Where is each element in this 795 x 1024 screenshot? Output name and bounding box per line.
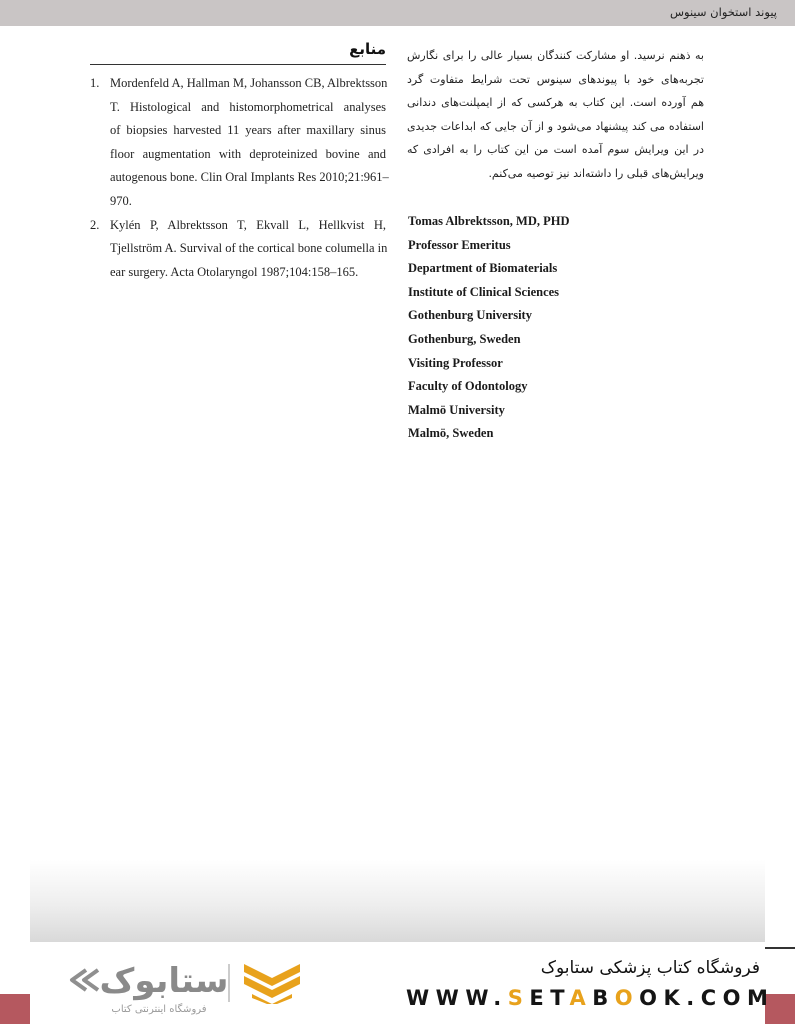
references-list <box>90 72 389 284</box>
reference-number: 2. <box>90 217 100 232</box>
url-letter: E <box>529 986 551 1010</box>
logo-subtitle: فروشگاه اینترنتی کتاب <box>111 1004 207 1015</box>
reference-line: Tjellström A. Survival of the cortical bone columella in <box>110 241 388 256</box>
running-header-title: پیوند استخوان سینوس <box>669 5 777 19</box>
reference-line: T. Histological and histomorphometrical analyses <box>110 99 386 114</box>
url-suffix: OK.COM <box>639 986 775 1010</box>
url-prefix: WWW. <box>406 986 508 1010</box>
references-heading-text: منابع <box>349 40 386 58</box>
foreword-line: در این ویرایش سوم آمده است من این کتاب را به افرادی که <box>407 143 704 157</box>
signature-line: Gothenburg University <box>408 308 532 323</box>
signature-line: Department of Biomaterials <box>408 261 558 276</box>
reference-line: ear surgery. Acta Otolaryngol 1987;104:158–165. <box>110 264 359 279</box>
url-letter: O <box>614 986 640 1010</box>
reference-item <box>90 214 386 285</box>
footer-shade <box>30 860 765 942</box>
reference-line: 970. <box>110 193 132 208</box>
author-signature-block <box>408 210 708 446</box>
store-url <box>406 986 775 1010</box>
signature-line: Malmö, Sweden <box>408 426 494 441</box>
page-marker-left <box>0 994 30 1024</box>
foreword-line: تجربه‌های خود با پیوندهای سینوس تحت شرایط متفاوت گرد <box>407 72 704 86</box>
signature-line: Institute of Clinical Sciences <box>408 284 560 299</box>
logo-wordmark: ستابوک <box>99 961 229 1001</box>
reference-line: autogenous bone. Clin Oral Implants Res 2010;21:961– <box>110 170 389 185</box>
store-logo <box>64 958 314 1020</box>
signature-line: Professor Emeritus <box>408 237 511 252</box>
signature-line: Faculty of Odontology <box>408 379 528 394</box>
store-name: فروشگاه کتاب پزشکی ستابوک <box>540 958 760 978</box>
foreword-line: ویرایش‌های قبلی را داشته‌اند نیز توصیه می‌کنم. <box>488 166 704 180</box>
setabook-logo-icon <box>64 958 314 1004</box>
reference-line: of biopsies harvested 11 years after maxillary sinus <box>110 123 386 138</box>
url-letter: T <box>550 986 570 1010</box>
signature-name: Tomas Albrektsson, MD, PHD <box>408 214 570 228</box>
signature-line: Visiting Professor <box>408 355 503 370</box>
url-letter: A <box>569 986 593 1010</box>
reference-item <box>90 72 389 214</box>
foreword-line: به ذهنم نرسید. او مشارکت کنندگان بسیار عالی را برای نگارش <box>407 49 704 62</box>
references-heading <box>90 40 386 65</box>
signature-line: Malmö University <box>408 402 505 417</box>
foreword-line: استفاده می کند پیشنهاد می‌شود و از آن جایی که ابداعات جدیدی <box>407 119 704 133</box>
reference-line: Mordenfeld A, Hallman M, Johansson CB, Albrektsson <box>110 76 388 90</box>
url-letter: B <box>592 986 615 1010</box>
footer-rule <box>765 947 795 949</box>
foreword-paragraph <box>407 44 704 186</box>
reference-number: 1. <box>90 76 100 90</box>
reference-line: Kylén P, Albrektsson T, Ekvall L, Hellkvist H, <box>110 217 386 232</box>
running-header <box>0 0 795 26</box>
foreword-line: هم آورده است. این کتاب به هرکسی که از ایمپلنت‌های دندانی <box>407 96 704 110</box>
signature-line: Gothenburg, Sweden <box>408 331 521 346</box>
url-letter: S <box>507 986 530 1010</box>
reference-line: floor augmentation with deproteinized bovine and <box>110 146 386 161</box>
